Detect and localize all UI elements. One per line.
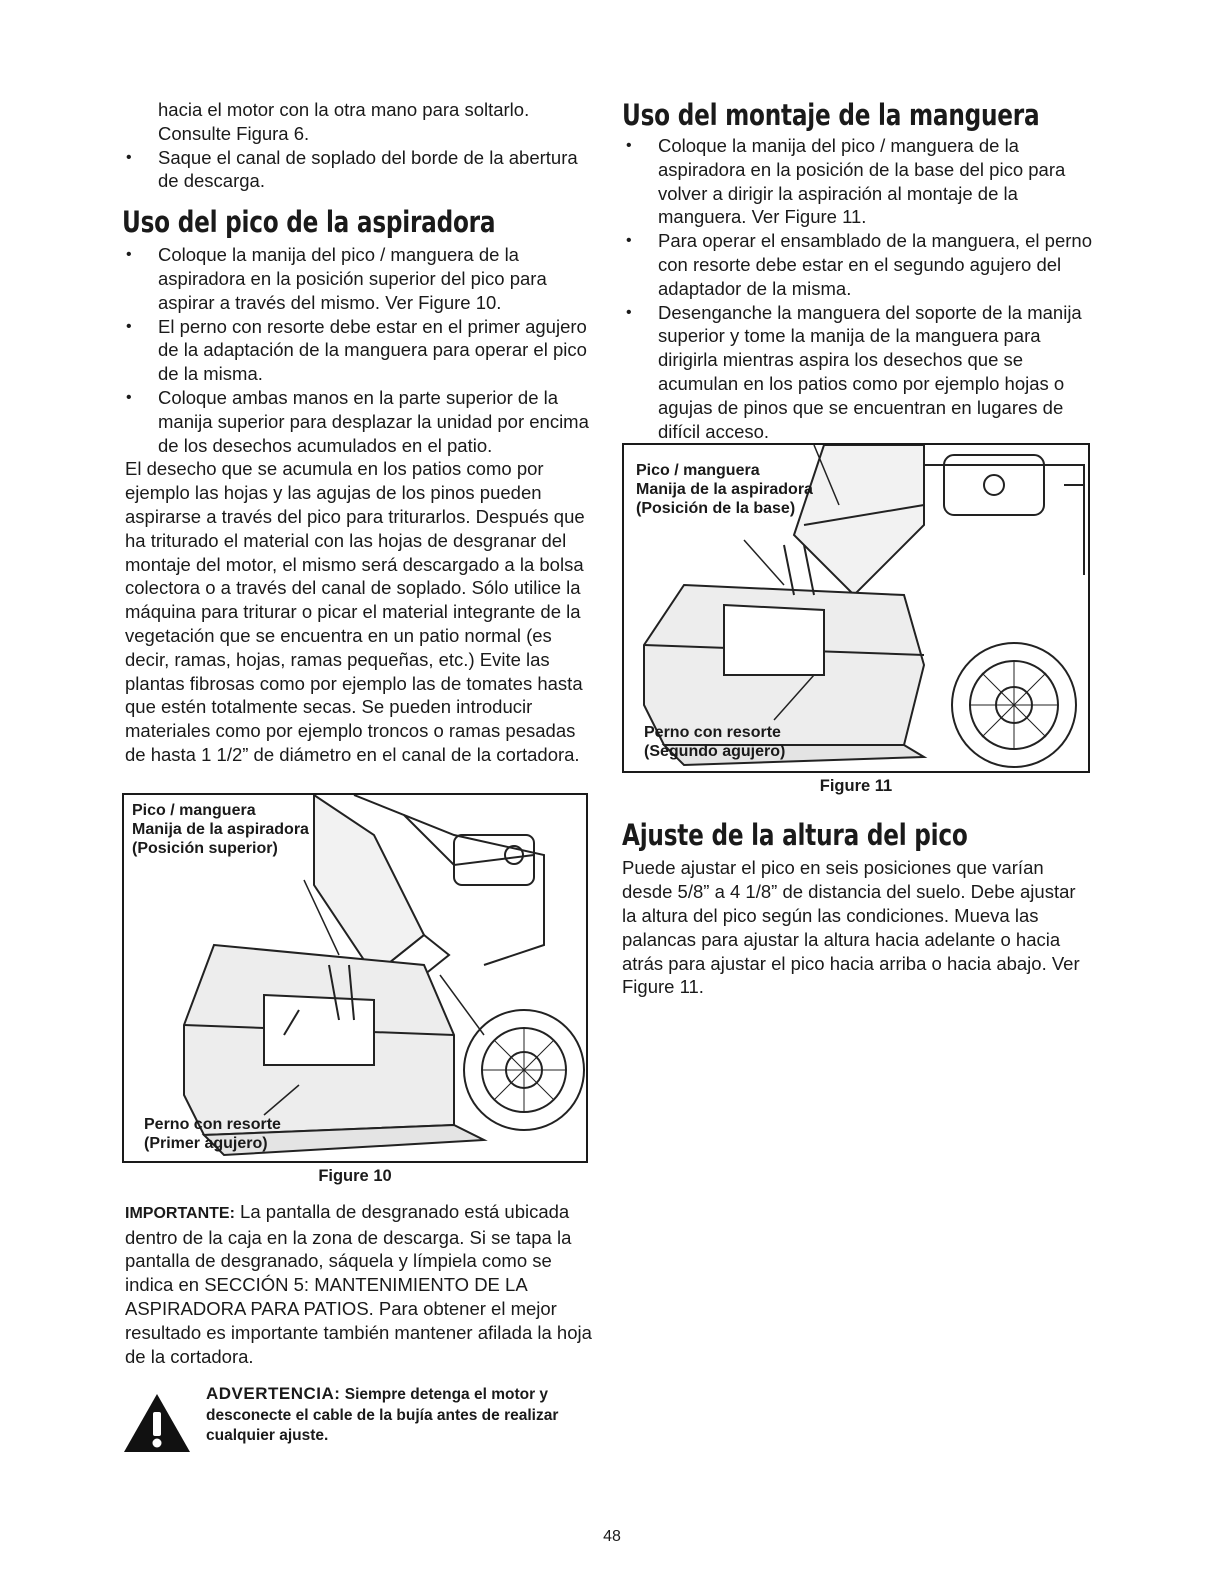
list-item: • Coloque la manija del pico / manguera de la aspiradora en la posición de la base del pico para volver a dirigir la aspiración al montaje de la manguera. Ver Figure 11. xyxy=(622,134,1092,229)
warning-triangle-icon xyxy=(122,1392,192,1454)
intro-bullet-list xyxy=(122,146,592,194)
important-text: La pantalla de desgranado está ubicada dentro de la caja en la zona de descarga. Si se tapa la pantalla de desgranado, sáquela y límpiela como se indica en SECCIÓN 5: MANTENIMIENTO DE LA ASPIRADORA PARA PATIOS. Para obtener el mejor resultado es importante también mantener afilada la hoja de la cortadora. xyxy=(125,1200,592,1367)
warning-block xyxy=(122,1384,592,1464)
figure-10-callout-bottom: Perno con resorte (Primer agujero) xyxy=(144,1115,281,1152)
figure-10-caption: Figure 10 xyxy=(318,1166,392,1185)
figure-11 xyxy=(622,443,1090,773)
figure-10-callout-top: Pico / manguera Manija de la aspiradora (Posición superior) xyxy=(132,801,309,857)
important-note xyxy=(122,1200,592,1369)
figure-10 xyxy=(122,793,588,1163)
figure-11-callout-top: Pico / manguera Manija de la aspiradora (Posición de la base) xyxy=(636,462,813,518)
list-item: • Coloque la manija del pico / manguera de la aspiradora en la posición superior del pico para aspirar a través del mismo. Ver Figure 10. xyxy=(122,243,592,314)
section1-bullet-list xyxy=(122,243,592,457)
section-title-vacuum-nozzle: Uso del pico de la aspiradora xyxy=(122,205,496,240)
warning-label: ADVERTENCIA: xyxy=(206,1384,341,1404)
list-item: • Saque el canal de soplado del borde de la abertura de descarga. xyxy=(122,146,592,194)
right-column xyxy=(622,98,1092,999)
important-label: IMPORTANTE: xyxy=(125,1204,235,1222)
section-title-nozzle-height: Ajuste de la altura del pico xyxy=(622,818,968,853)
list-item: • Desenganche la manguera del soporte de la manija superior y tome la manija de la manguera para dirigirla mientras aspira los desechos que se acumulan en los patios como por ejemplo hojas o agujas de pinos que se encuentran en lugares de difícil acceso. xyxy=(622,301,1092,444)
warning-text: ADVERTENCIA: Siempre detenga el motor y desconecte el cable de la bujía antes de realizar cualquier ajuste. xyxy=(206,1384,559,1445)
section-title-hose-assembly: Uso del montaje de la manguera xyxy=(622,98,1040,132)
section1-paragraph: El desecho que se acumula en los patios como por ejemplo las hojas y las agujas de los pinos pueden aspirarse a través del pico para triturarlos. Después que ha triturado el material con las hojas de desgranar del montaje del motor, el mismo será descargado a la bolsa colectora o a través del canal de soplado. Sólo utilice la máquina para triturar o picar el material integrante de la vegetación que se encuentra en un patio normal (es decir, ramas, hojas, ramas pequeñas, etc.) Evite las plantas fibrosas como por ejemplo las de tomates hasta que estén totalmente secas. Se pueden introducir materiales como por ejemplo troncos o ramas pesadas de hasta 1 1/2” de diámetro en el canal de la cortadora. xyxy=(125,458,585,765)
left-column xyxy=(122,98,592,1464)
intro-continuation: hacia el motor con la otra mano para soltarlo. Consulte Figura 6. xyxy=(158,99,530,144)
list-item: • Para operar el ensamblado de la manguera, el perno con resorte debe estar en el segundo agujero del adaptador de la misma. xyxy=(622,229,1092,300)
page-number: 48 xyxy=(603,1528,621,1545)
list-item: • Coloque ambas manos en la parte superior de la manija superior para desplazar la unidad por encima de los desechos acumulados en el patio. xyxy=(122,386,592,457)
section2-bullet-list xyxy=(622,134,1092,443)
section3-paragraph: Puede ajustar el pico en seis posiciones que varían desde 5/8” a 4 1/8” de distancia del suelo. Debe ajustar la altura del pico según las condiciones. Mueva las palancas para ajustar la altura hacia adelante o hacia atrás para ajustar el pico hacia arriba o hacia abajo. Ver Figure 11. xyxy=(622,857,1080,998)
list-item: • El perno con resorte debe estar en el primer agujero de la adaptación de la manguera para operar el pico de la misma. xyxy=(122,315,592,386)
figure-11-callout-bottom: Perno con resorte (Segundo agujero) xyxy=(644,724,786,761)
figure-11-caption: Figure 11 xyxy=(819,777,893,796)
